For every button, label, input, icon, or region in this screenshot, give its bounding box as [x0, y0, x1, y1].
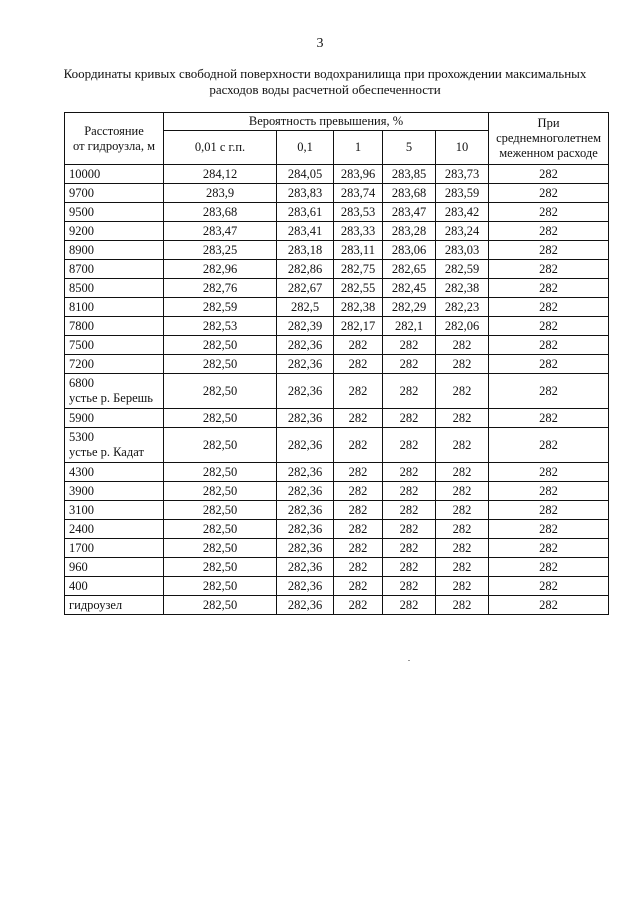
- level-cell-prob-3: 282: [334, 501, 383, 520]
- level-cell-lowwater: 282: [489, 355, 609, 374]
- distance-value: 7500: [69, 337, 94, 352]
- table-row: [65, 298, 609, 317]
- level-cell-prob-5: 283,24: [436, 222, 489, 241]
- level-cell-prob-2: 282,36: [277, 482, 334, 501]
- level-cell-prob-2: 282,67: [277, 279, 334, 298]
- table-row: [65, 577, 609, 596]
- distance-value: 8700: [69, 261, 94, 276]
- level-cell-prob-1: 282,50: [164, 355, 277, 374]
- level-cell-prob-2: 284,05: [277, 165, 334, 184]
- level-cell-prob-5: 282: [436, 577, 489, 596]
- level-cell-lowwater: 282: [489, 501, 609, 520]
- level-cell-prob-3: 283,96: [334, 165, 383, 184]
- distance-cell: [65, 501, 164, 520]
- level-cell-lowwater: 282: [489, 577, 609, 596]
- level-cell-prob-3: 282: [334, 558, 383, 577]
- level-cell-prob-1: 282,53: [164, 317, 277, 336]
- table-row: [65, 279, 609, 298]
- level-cell-prob-2: 282,39: [277, 317, 334, 336]
- table-row: [65, 596, 609, 615]
- level-cell-prob-3: 282,17: [334, 317, 383, 336]
- header-lowwater: [489, 113, 609, 165]
- level-cell-prob-2: 283,61: [277, 203, 334, 222]
- distance-cell: [65, 260, 164, 279]
- distance-cell: [65, 520, 164, 539]
- level-cell-prob-5: 282,38: [436, 279, 489, 298]
- table-row: [65, 317, 609, 336]
- distance-value: 3900: [69, 483, 94, 498]
- level-cell-prob-2: 282,36: [277, 409, 334, 428]
- level-cell-prob-3: 283,53: [334, 203, 383, 222]
- level-cell-prob-3: 282: [334, 482, 383, 501]
- level-cell-prob-3: 282: [334, 596, 383, 615]
- level-cell-prob-2: 282,36: [277, 577, 334, 596]
- distance-value: 10000: [69, 166, 101, 181]
- level-cell-prob-4: 282: [383, 482, 436, 501]
- distance-cell: [65, 165, 164, 184]
- level-cell-lowwater: 282: [489, 374, 609, 409]
- level-cell-lowwater: 282: [489, 317, 609, 336]
- level-cell-prob-3: 283,33: [334, 222, 383, 241]
- level-cell-lowwater: 282: [489, 222, 609, 241]
- table-row: [65, 374, 609, 409]
- table-row: [65, 165, 609, 184]
- table-row: [65, 501, 609, 520]
- level-cell-prob-1: 282,50: [164, 463, 277, 482]
- header-prob-col-2: 0,1: [277, 131, 334, 165]
- level-cell-prob-4: 283,28: [383, 222, 436, 241]
- table-row: [65, 482, 609, 501]
- distance-value: 400: [69, 578, 88, 593]
- table-row: [65, 241, 609, 260]
- distance-cell: [65, 317, 164, 336]
- level-cell-prob-4: 282: [383, 520, 436, 539]
- level-cell-prob-4: 282,45: [383, 279, 436, 298]
- level-cell-prob-5: 282: [436, 539, 489, 558]
- level-cell-prob-2: 282,36: [277, 501, 334, 520]
- table-row: [65, 203, 609, 222]
- level-cell-prob-5: 282: [436, 482, 489, 501]
- level-cell-prob-1: 282,50: [164, 577, 277, 596]
- distance-cell: [65, 298, 164, 317]
- level-cell-lowwater: 282: [489, 260, 609, 279]
- level-cell-prob-1: 282,50: [164, 558, 277, 577]
- level-cell-prob-3: 282,38: [334, 298, 383, 317]
- distance-cell: [65, 463, 164, 482]
- level-cell-prob-4: 282: [383, 374, 436, 409]
- level-cell-prob-3: 282,75: [334, 260, 383, 279]
- level-cell-prob-1: 282,50: [164, 596, 277, 615]
- level-cell-prob-2: 282,36: [277, 428, 334, 463]
- table-row: [65, 336, 609, 355]
- level-cell-prob-4: 283,68: [383, 184, 436, 203]
- distance-cell: [65, 222, 164, 241]
- level-cell-prob-2: 282,36: [277, 336, 334, 355]
- level-cell-lowwater: 282: [489, 482, 609, 501]
- level-cell-prob-4: 282: [383, 336, 436, 355]
- level-cell-prob-4: 282,29: [383, 298, 436, 317]
- header-prob-col-3: 1: [334, 131, 383, 165]
- distance-value: 5300: [69, 430, 94, 444]
- distance-cell: [65, 355, 164, 374]
- distance-value: 9700: [69, 185, 94, 200]
- level-cell-prob-2: 282,36: [277, 520, 334, 539]
- level-cell-prob-5: 282: [436, 336, 489, 355]
- level-cell-prob-5: 282,59: [436, 260, 489, 279]
- level-cell-prob-1: 282,50: [164, 539, 277, 558]
- level-cell-prob-5: 283,59: [436, 184, 489, 203]
- level-cell-prob-5: 282: [436, 409, 489, 428]
- level-cell-prob-4: 282: [383, 355, 436, 374]
- level-cell-prob-4: 282: [383, 539, 436, 558]
- title-line-2: расходов воды расчетной обеспеченности: [209, 82, 441, 97]
- distance-value: 6800: [69, 376, 94, 390]
- table-body: [65, 165, 609, 615]
- level-cell-prob-2: 282,5: [277, 298, 334, 317]
- header-probability-group: Вероятность превышения, %: [164, 113, 489, 131]
- level-cell-prob-2: 283,18: [277, 241, 334, 260]
- distance-value: 8100: [69, 299, 94, 314]
- table-row: [65, 520, 609, 539]
- level-cell-prob-1: 283,68: [164, 203, 277, 222]
- level-cell-prob-3: 282: [334, 355, 383, 374]
- level-cell-prob-1: 282,76: [164, 279, 277, 298]
- table-row: [65, 428, 609, 463]
- table-header: [65, 113, 609, 165]
- level-cell-prob-4: 282: [383, 428, 436, 463]
- level-cell-prob-4: 282: [383, 596, 436, 615]
- table-row: [65, 463, 609, 482]
- scan-speck: [408, 660, 410, 661]
- level-cell-prob-1: 283,47: [164, 222, 277, 241]
- level-cell-prob-4: 282: [383, 577, 436, 596]
- level-cell-prob-3: 282: [334, 520, 383, 539]
- level-cell-prob-3: 282: [334, 428, 383, 463]
- distance-note: устье р. Кадат: [69, 445, 144, 459]
- distance-cell: [65, 577, 164, 596]
- distance-cell: [65, 241, 164, 260]
- header-distance-line-1: Расстояние: [84, 123, 144, 138]
- distance-value: 7800: [69, 318, 94, 333]
- distance-cell: [65, 428, 164, 463]
- level-cell-prob-5: 282: [436, 596, 489, 615]
- water-surface-table: [64, 112, 609, 615]
- level-cell-prob-1: 282,50: [164, 374, 277, 409]
- level-cell-prob-2: 283,41: [277, 222, 334, 241]
- level-cell-prob-3: 282: [334, 336, 383, 355]
- level-cell-prob-3: 282: [334, 409, 383, 428]
- header-prob-col-1: 0,01 с г.п.: [164, 131, 277, 165]
- header-prob-col-5: 10: [436, 131, 489, 165]
- level-cell-prob-5: 282,23: [436, 298, 489, 317]
- level-cell-lowwater: 282: [489, 558, 609, 577]
- level-cell-prob-3: 282: [334, 374, 383, 409]
- distance-cell: [65, 482, 164, 501]
- level-cell-prob-1: 282,50: [164, 520, 277, 539]
- header-distance-line-2: от гидроузла, м: [72, 138, 155, 153]
- level-cell-prob-5: 282: [436, 355, 489, 374]
- level-cell-prob-4: 283,47: [383, 203, 436, 222]
- level-cell-prob-2: 282,36: [277, 374, 334, 409]
- table-row: [65, 260, 609, 279]
- distance-value: 3100: [69, 502, 94, 517]
- level-cell-lowwater: 282: [489, 539, 609, 558]
- level-cell-prob-2: 282,36: [277, 463, 334, 482]
- level-cell-prob-1: 282,50: [164, 409, 277, 428]
- distance-value: гидроузел: [69, 597, 123, 612]
- level-cell-prob-3: 282: [334, 539, 383, 558]
- level-cell-prob-5: 282: [436, 520, 489, 539]
- level-cell-prob-4: 282: [383, 558, 436, 577]
- distance-value: 7200: [69, 356, 94, 371]
- level-cell-prob-2: 282,36: [277, 539, 334, 558]
- level-cell-prob-4: 282,1: [383, 317, 436, 336]
- level-cell-prob-5: 283,73: [436, 165, 489, 184]
- level-cell-prob-2: 283,83: [277, 184, 334, 203]
- title-line-1: Координаты кривых свободной поверхности водохранилища при прохождении максимальных: [63, 66, 587, 81]
- distance-cell: [65, 539, 164, 558]
- level-cell-prob-3: 283,74: [334, 184, 383, 203]
- level-cell-prob-5: 283,03: [436, 241, 489, 260]
- level-cell-lowwater: 282: [489, 279, 609, 298]
- table-row: [65, 539, 609, 558]
- level-cell-prob-1: 283,9: [164, 184, 277, 203]
- distance-cell: [65, 374, 164, 409]
- distance-value: 1700: [69, 540, 94, 555]
- level-cell-prob-2: 282,36: [277, 558, 334, 577]
- distance-value: 2400: [69, 521, 94, 536]
- level-cell-prob-5: 282: [436, 463, 489, 482]
- level-cell-lowwater: 282: [489, 336, 609, 355]
- level-cell-prob-4: 282,65: [383, 260, 436, 279]
- level-cell-lowwater: 282: [489, 428, 609, 463]
- level-cell-prob-3: 282,55: [334, 279, 383, 298]
- level-cell-prob-5: 282: [436, 558, 489, 577]
- level-cell-prob-5: 282: [436, 374, 489, 409]
- distance-cell: [65, 596, 164, 615]
- level-cell-prob-5: 282: [436, 428, 489, 463]
- level-cell-lowwater: 282: [489, 184, 609, 203]
- distance-cell: [65, 203, 164, 222]
- level-cell-prob-1: 282,59: [164, 298, 277, 317]
- level-cell-prob-4: 283,06: [383, 241, 436, 260]
- distance-cell: [65, 279, 164, 298]
- level-cell-prob-1: 282,50: [164, 428, 277, 463]
- level-cell-lowwater: 282: [489, 520, 609, 539]
- level-cell-lowwater: 282: [489, 596, 609, 615]
- distance-cell: [65, 184, 164, 203]
- distance-value: 8500: [69, 280, 94, 295]
- distance-value: 4300: [69, 464, 94, 479]
- level-cell-prob-1: 282,50: [164, 501, 277, 520]
- table-row: [65, 409, 609, 428]
- document-title: [60, 66, 590, 98]
- level-cell-lowwater: 282: [489, 203, 609, 222]
- level-cell-prob-3: 283,11: [334, 241, 383, 260]
- level-cell-lowwater: 282: [489, 298, 609, 317]
- level-cell-prob-1: 282,50: [164, 336, 277, 355]
- distance-value: 960: [69, 559, 88, 574]
- table-row: [65, 222, 609, 241]
- distance-cell: [65, 409, 164, 428]
- distance-value: 9500: [69, 204, 94, 219]
- header-distance: [65, 113, 164, 165]
- distance-cell: [65, 336, 164, 355]
- level-cell-prob-1: 282,96: [164, 260, 277, 279]
- page-number: 3: [316, 36, 324, 51]
- level-cell-lowwater: 282: [489, 241, 609, 260]
- header-lowwater-line-3: меженном расходе: [499, 146, 598, 160]
- level-cell-prob-3: 282: [334, 577, 383, 596]
- distance-cell: [65, 558, 164, 577]
- level-cell-prob-1: 282,50: [164, 482, 277, 501]
- level-cell-prob-1: 283,25: [164, 241, 277, 260]
- header-lowwater-line-2: среднемноголетнем: [496, 131, 601, 145]
- level-cell-prob-4: 283,85: [383, 165, 436, 184]
- level-cell-prob-2: 282,86: [277, 260, 334, 279]
- level-cell-prob-5: 283,42: [436, 203, 489, 222]
- level-cell-prob-4: 282: [383, 409, 436, 428]
- level-cell-prob-3: 282: [334, 463, 383, 482]
- level-cell-prob-2: 282,36: [277, 596, 334, 615]
- table-row: [65, 558, 609, 577]
- header-prob-col-4: 5: [383, 131, 436, 165]
- header-lowwater-line-1: При: [537, 116, 560, 130]
- level-cell-prob-4: 282: [383, 463, 436, 482]
- level-cell-prob-1: 284,12: [164, 165, 277, 184]
- level-cell-prob-2: 282,36: [277, 355, 334, 374]
- table-row: [65, 355, 609, 374]
- distance-value: 9200: [69, 223, 94, 238]
- distance-value: 5900: [69, 410, 94, 425]
- level-cell-lowwater: 282: [489, 463, 609, 482]
- level-cell-prob-4: 282: [383, 501, 436, 520]
- level-cell-prob-5: 282,06: [436, 317, 489, 336]
- level-cell-lowwater: 282: [489, 165, 609, 184]
- level-cell-lowwater: 282: [489, 409, 609, 428]
- distance-value: 8900: [69, 242, 94, 257]
- level-cell-prob-5: 282: [436, 501, 489, 520]
- table-row: [65, 184, 609, 203]
- distance-note: устье р. Берешь: [69, 391, 153, 405]
